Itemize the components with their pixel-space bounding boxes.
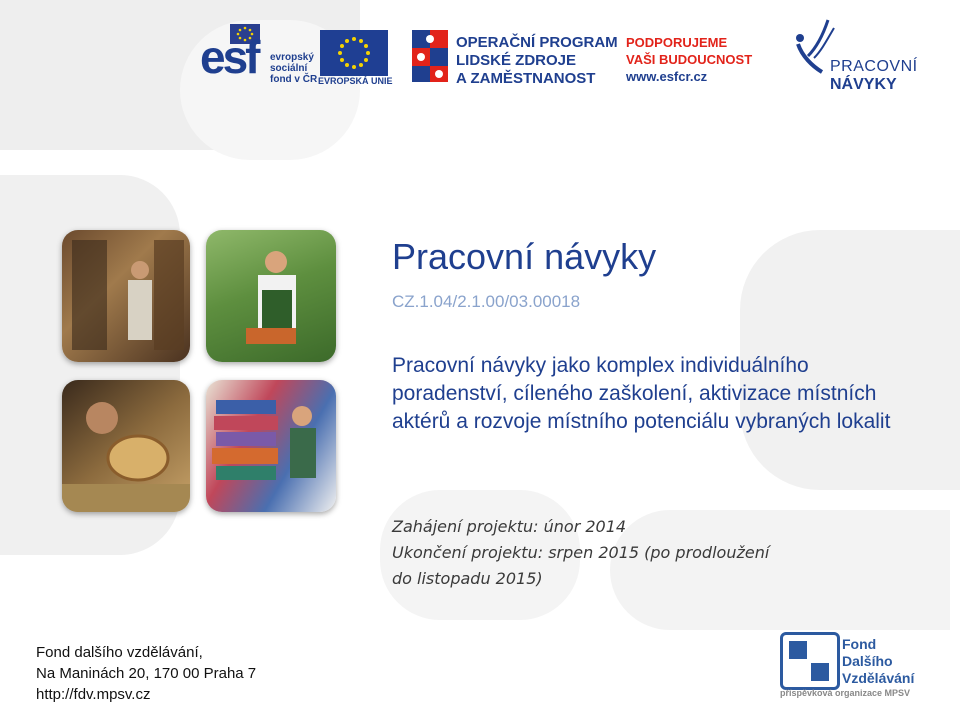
footer-address: Fond dalšího vzdělávání, Na Maninách 20, 170 00 Praha 7 http://fdv.mpsv.cz — [36, 644, 257, 703]
footer-url[interactable]: http://fdv.mpsv.cz — [36, 686, 151, 703]
project-description: Pracovní návyky jako komplex individuálního poradenství, cíleného zaškolení, aktivizace místních aktérů a rozvoje místního potenciálu vybraných lokalit — [392, 354, 891, 433]
photo-textile-worker — [206, 380, 336, 512]
eu-flag-icon — [320, 30, 388, 76]
project-dates — [392, 514, 912, 592]
photo-bakery-workers — [62, 230, 190, 362]
oplzz-puzzle-icon — [410, 28, 450, 84]
esf-text: evropský sociální fond v ČR — [270, 52, 318, 85]
fdv-logo-icon — [780, 632, 840, 690]
support-slogan: PODPORUJEME VAŠI BUDOUCNOST www.esfcr.cz — [626, 35, 753, 84]
fdv-name: Fond Dalšího Vzdělávání — [842, 636, 915, 686]
support-url[interactable]: www.esfcr.cz — [626, 69, 708, 84]
project-logo-line1: PRACOVNÍ — [830, 58, 918, 75]
esf-mark: esf — [200, 31, 258, 83]
project-code: CZ.1.04/2.1.00/03.00018 — [392, 292, 581, 311]
program-name: OPERAČNÍ PROGRAM LIDSKÉ ZDROJE A ZAMĚSTNANOST — [456, 34, 618, 87]
page-title: Pracovní návyky — [392, 236, 657, 277]
project-end-continued: do listopadu 2015) — [392, 569, 543, 588]
eu-caption: EVROPSKÁ UNIE — [318, 76, 393, 86]
fdv-subtitle: příspěvková organizace MPSV — [780, 688, 911, 698]
project-logo-line2: NÁVYKY — [830, 76, 897, 93]
photo-greenhouse-worker — [206, 230, 336, 362]
project-end: Ukončení projektu: srpen 2015 (po prodloužení — [392, 543, 770, 562]
project-start: Zahájení projektu: únor 2014 — [392, 517, 627, 536]
photo-craftsman-basket — [62, 380, 190, 512]
